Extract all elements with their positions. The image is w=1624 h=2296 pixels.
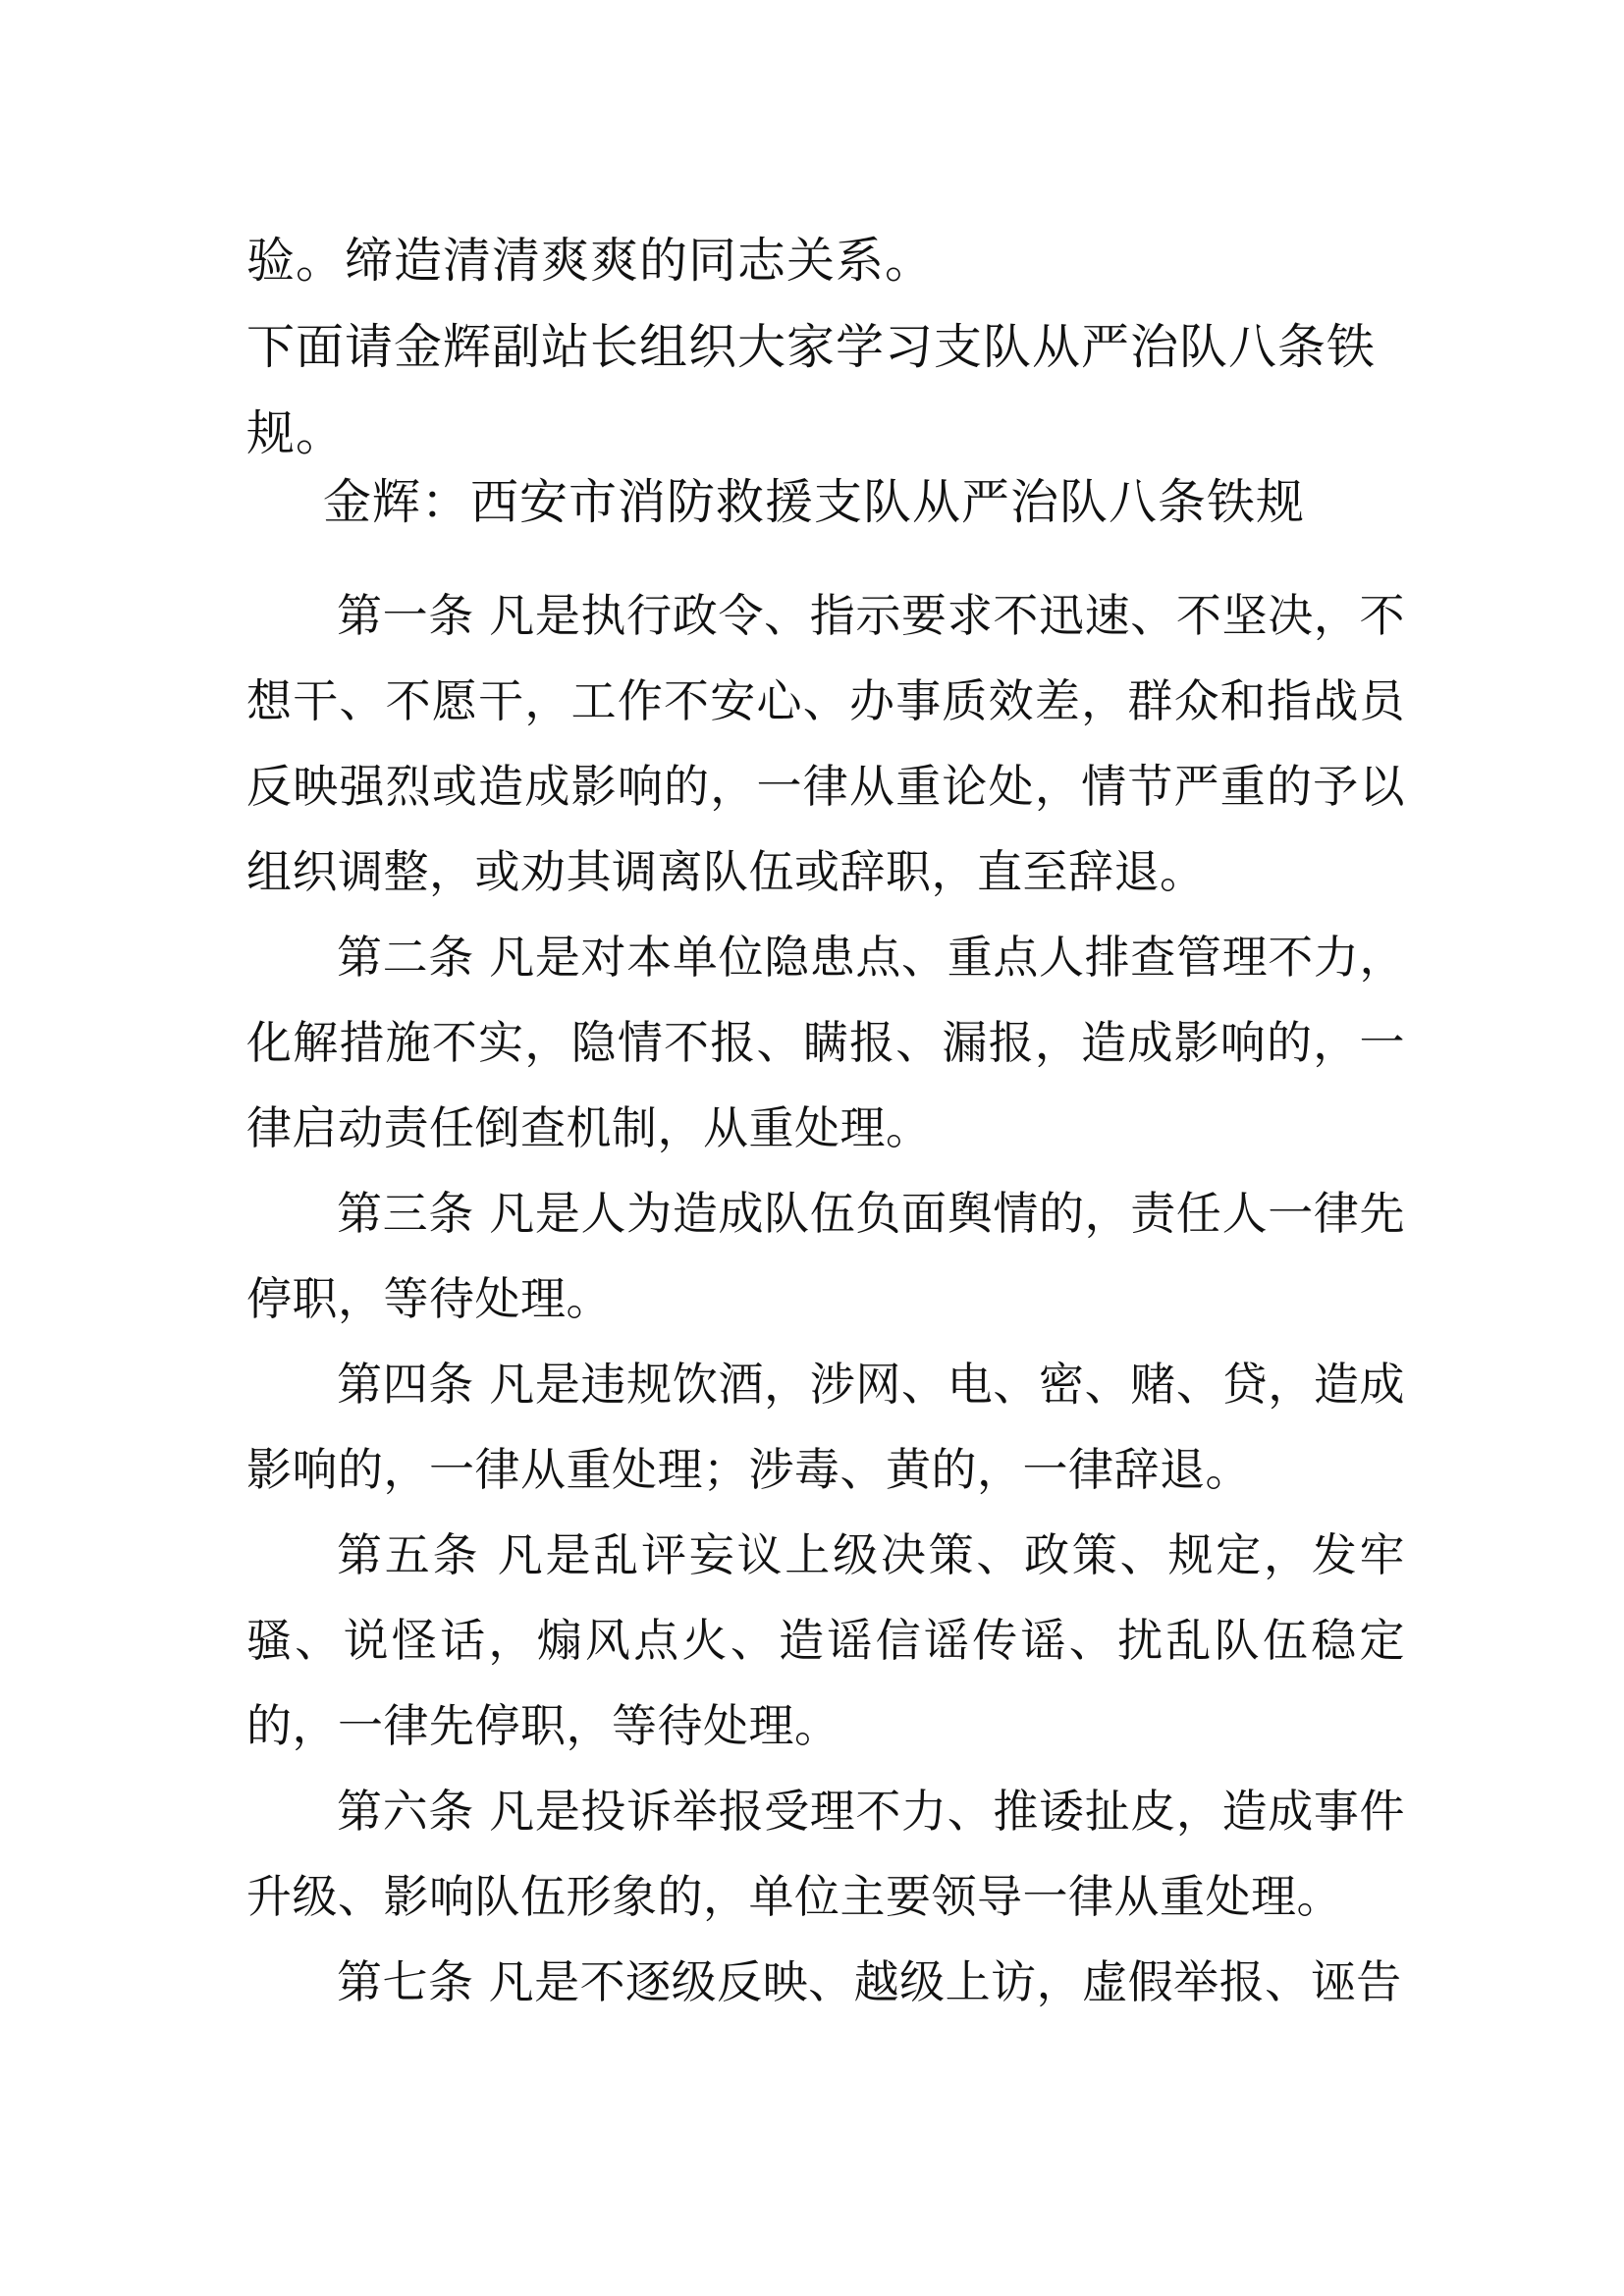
- article-text: 凡是对本单位隐患点、重点人排查管理不力，化解措施不实，隐情不报、瞒报、漏报，造成影响的，一律启动责任倒查机制，从重处理。: [246, 931, 1406, 1154]
- article-4: [246, 1342, 1405, 1513]
- section-heading: 金辉：西安市消防救援支队从严治队八条铁规: [323, 474, 1306, 530]
- article-5: [246, 1513, 1405, 1769]
- article-number: 第五条: [337, 1528, 481, 1581]
- article-text: 凡是乱评妄议上级决策、政策、规定，发牢骚、说怪话，煽风点火、造谣信谣传谣、扰乱队伍稳定的，一律先停职，等待处理。: [246, 1528, 1406, 1752]
- article-text: 凡是投诉举报受理不力、推诿扯皮，造成事件升级、影响队伍形象的，单位主要领导一律从重处理。: [246, 1785, 1406, 1923]
- article-text: 凡是人为造成队伍负面舆情的，责任人一律先停职，等待处理。: [246, 1187, 1406, 1325]
- article-number: 第四条: [337, 1358, 474, 1411]
- article-number: 第六条: [337, 1785, 474, 1838]
- article-7: [246, 1940, 1405, 2025]
- article-2: [246, 915, 1405, 1171]
- article-number: 第三条: [337, 1187, 474, 1240]
- article-1: [246, 573, 1405, 915]
- intro-line-3: 规。: [246, 405, 346, 461]
- article-number: 第七条: [337, 1955, 474, 2008]
- intro-line-2: 下面请金辉副站长组织大家学习支队从严治队八条铁: [246, 319, 1377, 375]
- article-text: 凡是违规饮酒，涉网、电、密、赌、贷，造成影响的，一律从重处理；涉毒、黄的，一律辞退。: [246, 1358, 1406, 1496]
- article-text: 凡是不逐级反映、越级上访，虚假举报、诬告: [488, 1955, 1402, 2008]
- article-number: 第二条: [337, 931, 474, 984]
- article-3: [246, 1171, 1405, 1342]
- article-number: 第一条: [337, 589, 474, 642]
- article-text: 凡是执行政令、指示要求不迅速、不坚决，不想干、不愿干，工作不安心、办事质效差，群众和指战员反映强烈或造成影响的，一律从重论处，情节严重的予以组织调整，或劝其调离队伍或辞职，直至辞退。: [246, 589, 1406, 898]
- intro-line-1: 验。缔造清清爽爽的同志关系。: [246, 233, 935, 289]
- article-list: [246, 573, 1405, 2025]
- article-6: [246, 1769, 1405, 1940]
